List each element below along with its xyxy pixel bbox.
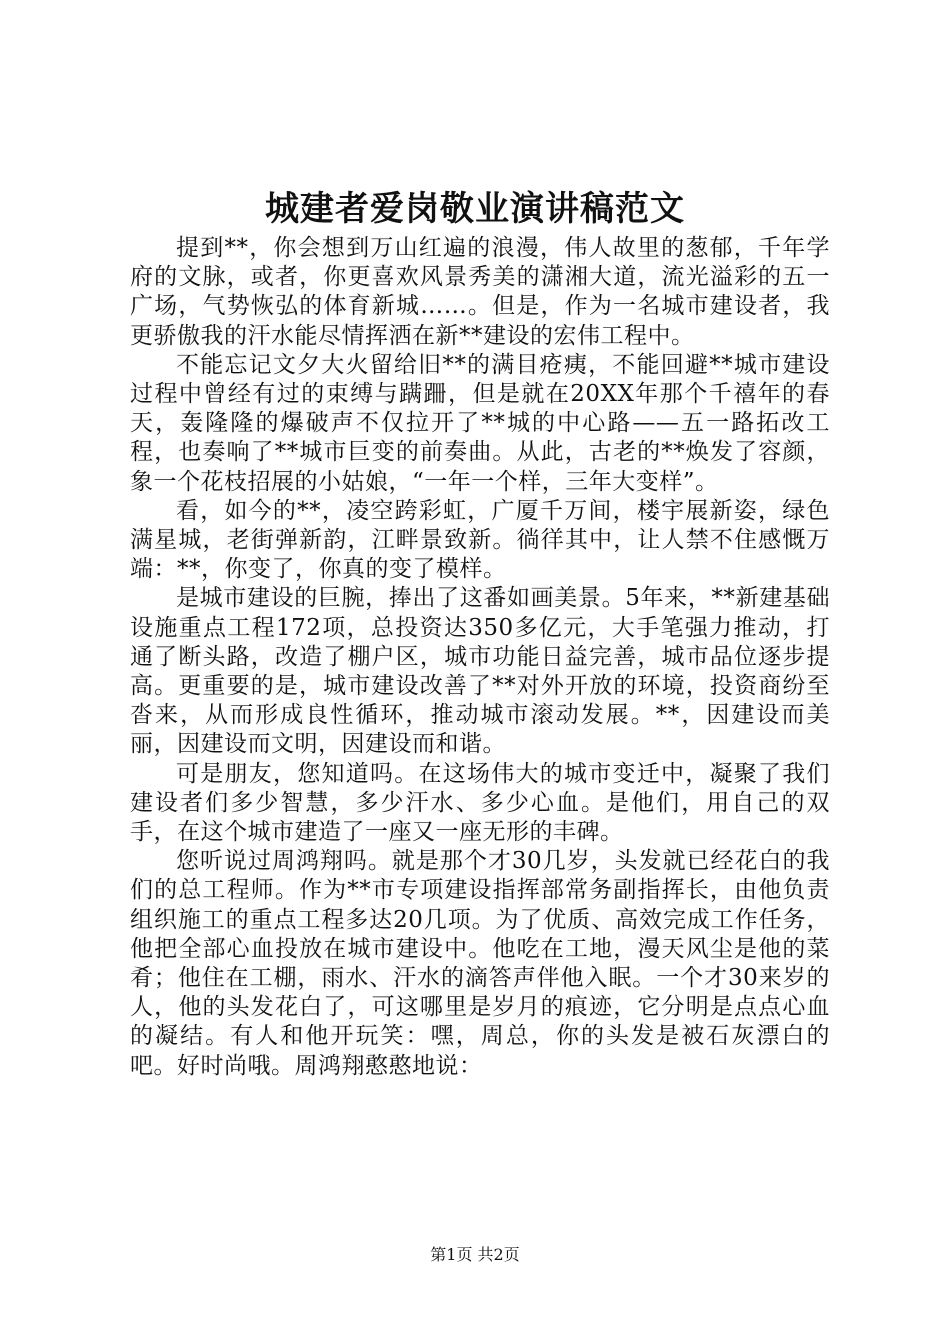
paragraph-3: 看，如今的**，凌空跨彩虹，广厦千万间，楼宇展新姿，绿色满星城，老街弹新韵，江畔景致新。徜徉其中，让人禁不住感慨万端：**，你变了，你真的变了模样。 (130, 497, 830, 583)
paragraph-6: 您听说过周鸿翔吗。就是那个才30几岁，头发就已经花白的我们的总工程师。作为**市专项建设指挥部常务副指挥长，由他负责组织施工的重点工程多达20几项。为了优质、高效完成工作任务，他把全部心血投放在城市建设中。他吃在工地，漫天风尘是他的菜肴；他住在工棚，雨水、汗水的滴答声伴他入眠。一个才30来岁的人，他的头发花白了，可这哪里是岁月的痕迹，它分明是点点心血的凝结。有人和他开玩笑：嘿，周总，你的头发是被石灰漂白的吧。好时尚哦。周鸿翔憨憨地说： (130, 848, 830, 1079)
page-number: 第1页 共2页 (430, 1245, 520, 1264)
paragraph-4: 是城市建设的巨腕，捧出了这番如画美景。5年来，**新建基础设施重点工程172项，总投资达350多亿元，大手笔强力推动，打通了断头路，改造了棚户区，城市功能日益完善，城市品位逐步提高。更重要的是，城市建设改善了**对外开放的环境，投资商纷至沓来，从而形成良性循环，推动城市滚动发展。**，因建设而美丽，因建设而文明，因建设而和谐。 (130, 585, 830, 758)
paragraph-1: 提到**，你会想到万山红遍的浪漫，伟人故里的葱郁，千年学府的文脉，或者，你更喜欢风景秀美的潇湘大道，流光溢彩的五一广场，气势恢弘的体育新城……。但是，作为一名城市建设者，我更骄傲我的汗水能尽情挥洒在新**建设的宏伟工程中。 (130, 235, 830, 349)
document-title: 城建者爱岗敬业演讲稿范文 (265, 189, 685, 229)
paragraph-5: 可是朋友，您知道吗。在这场伟大的城市变迁中，凝聚了我们建设者们多少智慧，多少汗水、多少心血。是他们，用自己的双手，在这个城市建造了一座又一座无形的丰碑。 (130, 760, 830, 846)
document-body (130, 234, 830, 1081)
paragraph-2: 不能忘记文夕大火留给旧**的满目疮痍，不能回避**城市建设过程中曾经有过的束缚与蹒跚，但是就在20XX年那个千禧年的春天，轰隆隆的爆破声不仅拉开了**城的中心路——五一路拓改工程，也奏响了**城市巨变的前奏曲。从此，古老的**焕发了容颜，象一个花枝招展的小姑娘，“一年一个样，三年大变样”。 (130, 351, 830, 495)
